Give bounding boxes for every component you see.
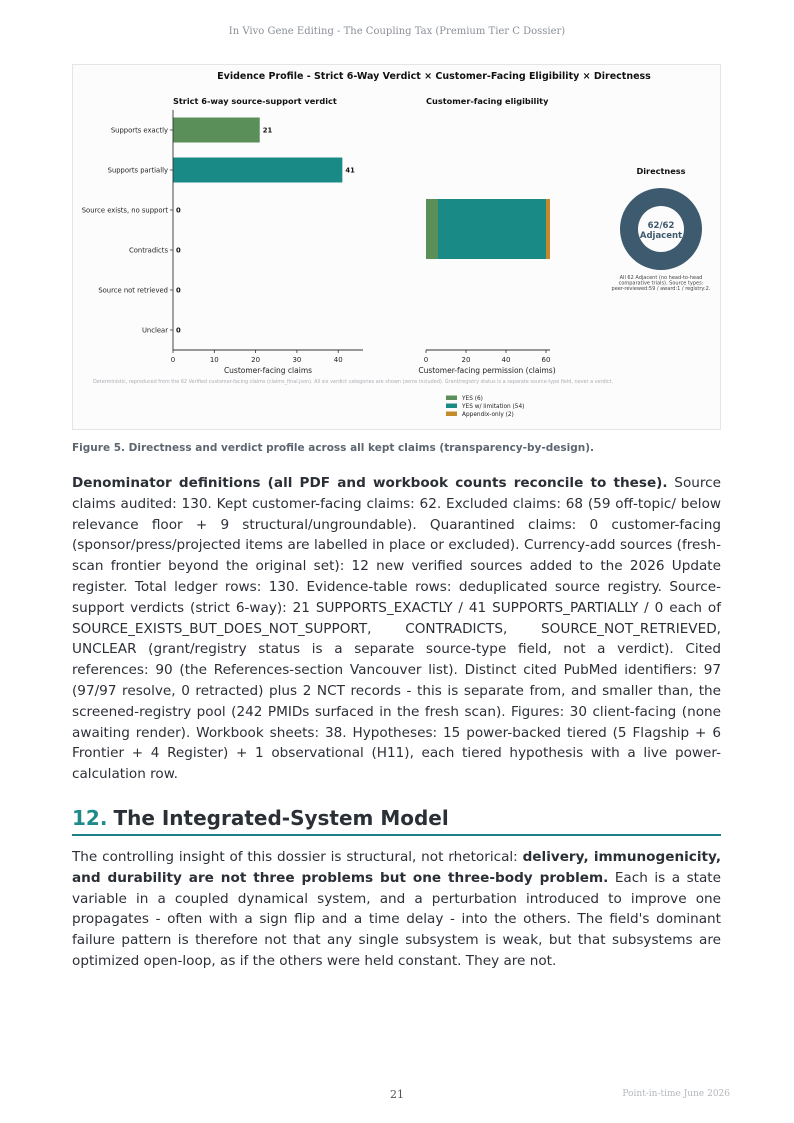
eligibility-legend-swatch — [446, 412, 457, 417]
eligibility-bar-segment — [546, 199, 550, 259]
eligibility-bar-segment — [426, 199, 438, 259]
verdict-bar — [173, 158, 342, 183]
verdict-x-tick-label: 10 — [209, 356, 219, 364]
figure-footnote: Deterministic, reproduced from the 62 Verified customer-facing claims (claims_final.json). All six verdict categories are shown (zeros included). Grant/registry status is a separate source-type field, never a verdict. — [93, 379, 614, 385]
verdict-x-tick-label: 30 — [292, 356, 302, 364]
verdict-data-label: 0 — [176, 246, 181, 255]
verdict-category-label: Source exists, no support — [81, 206, 168, 215]
evidence-profile-figure — [72, 64, 721, 430]
eligibility-legend-swatch — [446, 404, 457, 409]
figure-main-title: Evidence Profile - Strict 6-Way Verdict × Customer-Facing Eligibility × Directness — [217, 71, 651, 82]
section-number: 12. — [72, 806, 108, 830]
section-heading — [72, 804, 721, 836]
verdict-category-label: Contradicts — [129, 246, 168, 255]
definitions-body: Source claims audited: 130. Kept customer-facing claims: 62. Excluded claims: 68 (59 off-topic/ below relevance floor + 9 structural/ungroundable). Quarantined claims: 0 customer-facing (sponsor/press/projected items are labelled in place or excluded). Currency-add sources (fresh-scan frontier beyond the original set): 12 new verified sources added to the 2026 Update register. Total ledger rows: 130. Evidence-table rows: deduplicated source registry. Source-support verdicts (strict 6-way): 21 SUPPORTS_EXACTLY / 41 SUPPORTS_PARTIALLY / 0 each of SOURCE_EXISTS_BUT_DOES_NOT_SUPPORT, CONTRADICTS, SOURCE_NOT_RETRIEVED, UNCLEAR (grant/registry status is a separate source-type field, not a verdict). Cited references: 90 (the References-section Vancouver list). Distinct cited PubMed identifiers: 97 (97/97 resolve, 0 retracted) plus 2 NCT records - this is separate from, and smaller than, the screened-registry pool (242 PMIDs surfaced in the fresh scan). Figures: 30 client-facing (none awaiting render). Workbook sheets: 38. Hypotheses: 15 power-backed tiered (5 Flagship + 6 Frontier + 4 Register) + 1 observational (H11), each tiered hypothesis with a live power-calculation row. — [72, 475, 721, 783]
eligibility-legend-swatch — [446, 396, 457, 401]
eligibility-x-tick-label: 40 — [501, 356, 511, 364]
model-body: Each is a state variable in a coupled dynamical system, and a perturbation introduced to improve one propagates - often with a sign flip and a time delay - into the others. The field's dominant failure pattern is therefore not that any single subsystem is weak, but that subsystems are optimized open-loop, as if the others were held constant. They are not. — [72, 869, 721, 969]
eligibility-legend-label: Appendix-only (2) — [462, 412, 514, 418]
verdict-chart-title: Strict 6-way source-support verdict — [173, 96, 337, 106]
directness-note-line: peer-reviewed:59 / award:1 / registry:2. — [611, 286, 711, 293]
figure-caption: Figure 5. Directness and verdict profile across all kept claims (transparency-by-design). — [72, 442, 594, 454]
eligibility-bar-segment — [438, 199, 546, 259]
section-title: The Integrated-System Model — [113, 806, 449, 830]
verdict-x-axis-label: Customer-facing claims — [223, 366, 313, 375]
running-header: In Vivo Gene Editing - The Coupling Tax (Premium Tier C Dossier) — [228, 26, 566, 37]
verdict-data-label: 0 — [176, 326, 181, 335]
verdict-data-label: 0 — [176, 286, 181, 295]
eligibility-chart-title: Customer-facing eligibility — [426, 96, 549, 106]
page-number: 21 — [390, 1088, 404, 1101]
verdict-category-label: Source not retrieved — [98, 286, 168, 295]
model-intro: The controlling insight of this dossier is structural, not rhetorical: — [72, 849, 523, 865]
eligibility-x-tick-label: 20 — [461, 356, 471, 364]
eligibility-legend-label: YES w/ limitation (54) — [462, 404, 525, 410]
directness-note-line: comparative trials). Source types: — [618, 280, 704, 287]
directness-chart-title: Directness — [636, 166, 686, 176]
verdict-category-label: Unclear — [141, 326, 168, 335]
eligibility-x-tick-label: 60 — [541, 356, 551, 364]
verdict-data-label: 0 — [176, 206, 181, 215]
verdict-x-tick-label: 0 — [170, 356, 176, 364]
eligibility-x-tick-label: 0 — [423, 356, 429, 364]
definitions-lead-in: Denominator definitions (all PDF and workbook counts reconcile to these). — [72, 475, 668, 491]
integrated-model-paragraph — [72, 847, 721, 972]
verdict-category-label: Supports partially — [107, 166, 168, 175]
model-emphasis: delivery, immunogenicity, and durability are not three problems but one three-body problem. — [72, 849, 721, 886]
evidence-profile-chart — [73, 65, 722, 431]
denominator-definitions-paragraph — [72, 473, 721, 785]
eligibility-legend-label: YES (6) — [462, 396, 483, 402]
verdict-bar — [173, 118, 260, 143]
directness-center-value: 62/62 — [647, 221, 675, 231]
verdict-x-tick-label: 20 — [251, 356, 261, 364]
eligibility-x-axis-label: Customer-facing permission (claims) — [418, 366, 556, 375]
verdict-x-tick-label: 40 — [333, 356, 343, 364]
verdict-data-label: 21 — [262, 126, 273, 135]
verdict-data-label: 41 — [345, 166, 355, 175]
footer-note: Point-in-time June 2026 — [622, 1089, 730, 1099]
directness-center-label: Adjacent — [639, 231, 683, 241]
directness-note-line: All 62 Adjacent (no head-to-head — [619, 275, 703, 281]
verdict-category-label: Supports exactly — [110, 126, 168, 135]
